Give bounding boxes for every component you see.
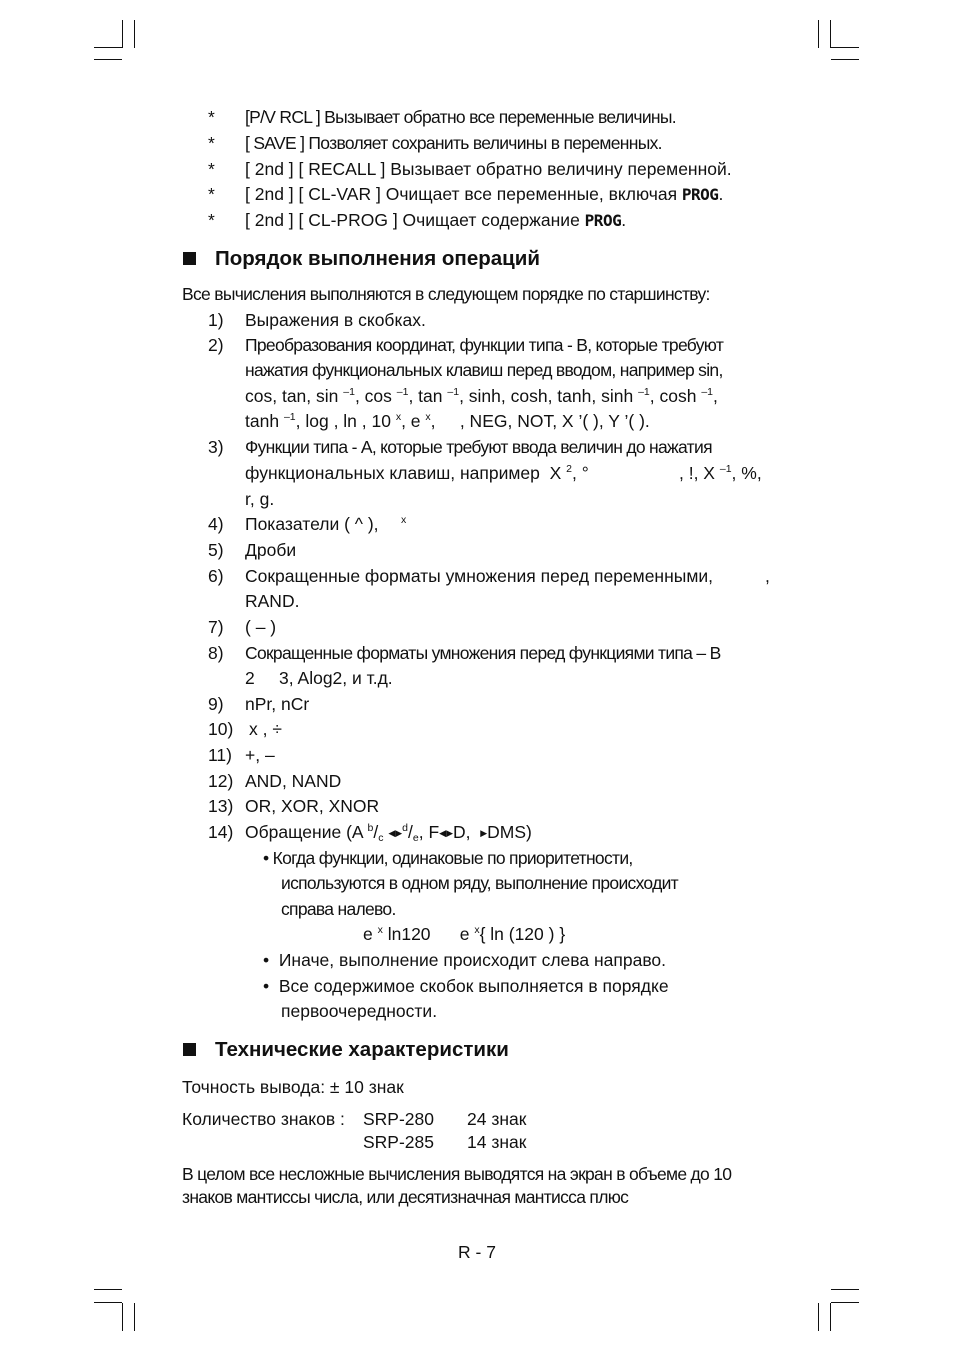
bullet-line: [245, 183, 723, 206]
list-item-cont: 2 3, Alog2, и т.д.: [245, 668, 393, 688]
list-item: Показатели ( ^ ),: [245, 514, 379, 534]
prog-key-label: PROG: [584, 211, 622, 230]
bullet-line: [245, 209, 626, 232]
digits-label: Количество знаков :: [182, 1109, 345, 1129]
bullet-marker: *: [208, 107, 215, 127]
bullet-text: [ SAVE ] Позволяет сохранить величины в переменных.: [245, 133, 662, 153]
list-item: nPr, nCr: [245, 694, 310, 714]
list-item-cont: RAND.: [245, 591, 300, 611]
list-item: OR, XOR, XNOR: [245, 796, 380, 816]
note-text: справа налево.: [281, 899, 396, 919]
bullet-text: [P/V RCL ] Вызывает обратно все переменные величины.: [245, 107, 676, 127]
section-title-order: Порядок выполнения операций: [215, 247, 540, 270]
list-number: 2): [208, 335, 224, 355]
list-number: 13): [208, 796, 234, 816]
left-right-arrows-icon: ◀▶: [388, 828, 403, 838]
right-arrow-icon: ▶: [480, 828, 488, 838]
bullet-text: [ 2nd ] [ CL-VAR ] Очищает все переменные, включая: [245, 184, 682, 204]
note-text: • Когда функции, одинаковые по приоритетности,: [263, 848, 633, 868]
list-number: 11): [208, 745, 232, 765]
list-item-cont: cos, tan, sin $^{-1}$, cos $^{-1}$, tan $^{-1}$, sinh, cosh, tanh, sinh $^{-1}$, cosh $^{-1}$,: [245, 386, 718, 406]
accuracy-text: Точность вывода: ± 10 знак: [182, 1077, 404, 1097]
bullet-marker: *: [208, 184, 215, 204]
bullet-text: [ 2nd ] [ RECALL ] Вызывает обратно величину переменной.: [245, 159, 732, 179]
section-square-icon: [183, 252, 196, 265]
note-text: первоочередности.: [281, 1001, 438, 1021]
list-number: 3): [208, 437, 224, 457]
list-number: 6): [208, 566, 224, 586]
list-item: Сокращенные форматы умножения перед функциями типа – В: [245, 643, 721, 663]
list-item: +, –: [245, 745, 275, 765]
list-item-cont: , !, X $^{-1}$, %,: [679, 463, 762, 483]
list-number: 8): [208, 643, 224, 663]
list-item: x , ÷: [249, 719, 282, 739]
list-number: 10): [208, 719, 234, 739]
list-item-cont: x: [401, 514, 407, 526]
list-item-cont: функциональных клавиш, например X $^2$, °: [245, 463, 589, 483]
list-item-cont: r, g.: [245, 489, 275, 509]
paragraph-text: В целом все несложные вычисления выводятся на экран в объеме до 10: [182, 1164, 732, 1184]
section-title-specs: Технические характеристики: [215, 1038, 509, 1061]
list-item: Функции типа - А, которые требуют ввода величин до нажатия: [245, 437, 712, 457]
prog-key-label: PROG: [681, 185, 719, 204]
model-name: SRP-280: [363, 1109, 435, 1129]
list-item: ( – ): [245, 617, 277, 637]
list-number: 9): [208, 694, 224, 714]
list-number: 14): [208, 822, 234, 842]
bullet-text: [ 2nd ] [ CL-PROG ] Очищает содержание: [245, 210, 585, 230]
list-number: 4): [208, 514, 224, 534]
list-item-cont: нажатия функциональных клавиш перед вводом, например sin,: [245, 360, 723, 380]
bullet-tail: .: [621, 210, 627, 230]
list-number: 1): [208, 310, 224, 330]
bullet-marker: *: [208, 159, 215, 179]
model-digits: 14 знак: [467, 1132, 527, 1152]
list-item-cont: tanh $^{-1}$, log , ln , 10 $^x$, e $^x$, , NEG, NOT, X ’( ), Y ’( ).: [245, 411, 650, 431]
section-square-icon: [183, 1043, 196, 1056]
list-item: Обращение (A $^b$/c ◀▶$^d$/e, F◀▶D, ▶DMS): [245, 822, 532, 844]
list-item: Преобразования координат, функции типа - В, которые требуют: [245, 335, 724, 355]
list-number: 7): [208, 617, 224, 637]
note-text: используются в одном ряду, выполнение происходит: [281, 873, 678, 893]
note-text: • Все содержимое скобок выполняется в порядке: [263, 976, 669, 996]
note-example: e $^x$ ln120 e $^x${ ln (120 ) }: [363, 924, 566, 944]
list-item: Выражения в скобках.: [245, 310, 426, 330]
page-number: R - 7: [458, 1242, 496, 1262]
model-name: SRP-285: [363, 1132, 435, 1152]
list-item: AND, NAND: [245, 771, 342, 791]
bullet-marker: *: [208, 210, 215, 230]
section-intro: Все вычисления выполняются в следующем порядке по старшинству:: [182, 284, 710, 304]
list-item-text: Обращение (A: [245, 822, 363, 842]
bullet-marker: *: [208, 133, 215, 153]
bullet-tail: .: [718, 184, 724, 204]
left-right-arrows-icon: ◀▶: [439, 828, 453, 838]
list-item: Сокращенные форматы умножения перед переменными,: [245, 566, 714, 586]
model-digits: 24 знак: [467, 1109, 527, 1129]
list-number: 5): [208, 540, 224, 560]
paragraph-text: знаков мантиссы числа, или десятизначная мантисса плюс: [182, 1187, 629, 1207]
list-item-cont: ,: [765, 566, 770, 586]
note-text: • Иначе, выполнение происходит слева направо.: [263, 950, 667, 970]
list-number: 12): [208, 771, 234, 791]
list-item: Дроби: [245, 540, 297, 560]
